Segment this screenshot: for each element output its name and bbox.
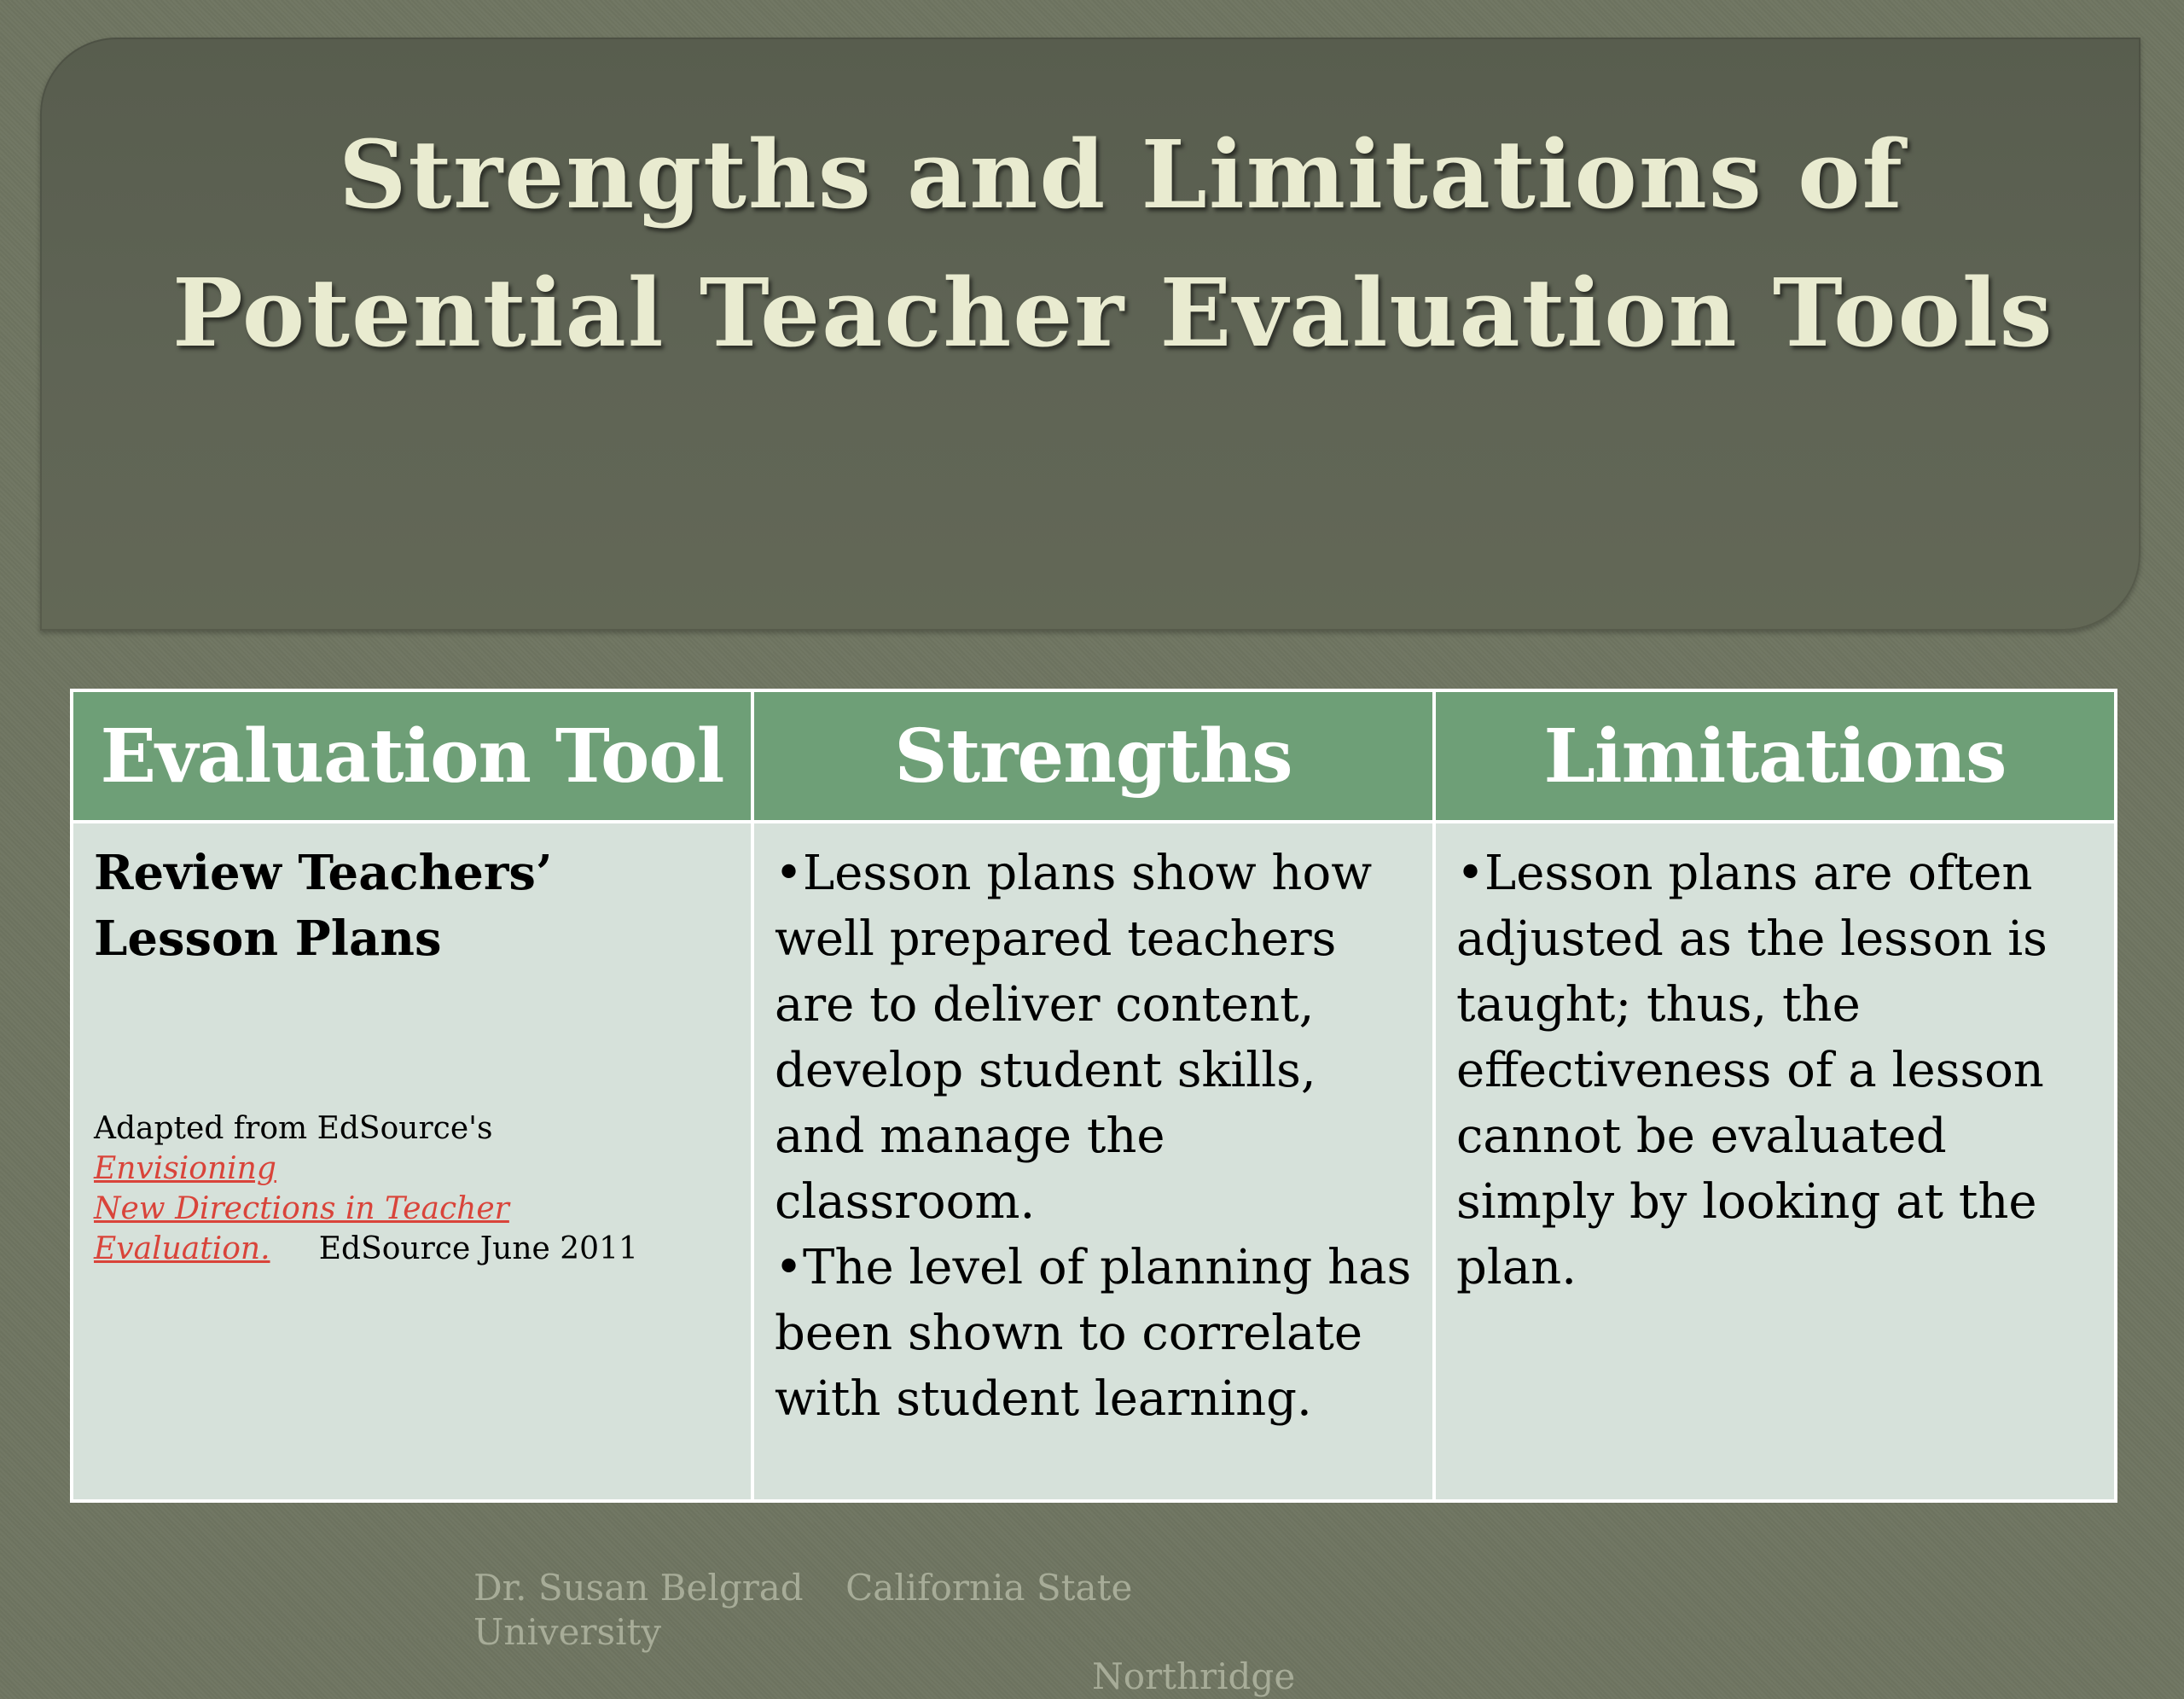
source-prefix: Adapted from EdSource's	[94, 1111, 493, 1146]
header-limitations: Limitations	[1434, 690, 2116, 822]
footer-institution-line-1: California State University	[473, 1567, 1133, 1653]
source-citation	[94, 1108, 730, 1269]
title-panel	[40, 38, 2140, 631]
limitation-item-1: •Lesson plans are often adjusted as the lesson is taught; thus, the effectiveness of a lesson cannot be evaluated simply by looking at the plan.	[1456, 846, 2048, 1295]
tool-name-line-2: Lesson Plans	[94, 911, 442, 967]
source-link-part-1[interactable]: Envisioning	[94, 1151, 276, 1186]
source-suffix: EdSource June 2011	[318, 1231, 638, 1266]
cell-strengths	[752, 822, 1434, 1501]
tool-name-line-1: Review Teachers’	[94, 845, 553, 901]
table-header-row	[72, 690, 2116, 822]
evaluation-table	[70, 689, 2117, 1503]
footer-institution-line-2: Northridge	[1092, 1655, 1296, 1697]
strength-item-2: •The level of planning has been shown to correlate with student learning.	[775, 1240, 1412, 1427]
header-strengths: Strengths	[752, 690, 1434, 822]
slide-title-line-1: Strengths and Limitations of	[339, 119, 1904, 230]
header-evaluation-tool: Evaluation Tool	[72, 690, 752, 822]
footer	[473, 1566, 1327, 1699]
footer-author: Dr. Susan Belgrad	[473, 1567, 804, 1609]
strength-item-1: •Lesson plans show how well prepared teachers are to deliver content, develop student skills, and manage the classroom.	[775, 846, 1373, 1230]
slide-title	[108, 106, 2096, 382]
tool-name	[94, 841, 730, 972]
source-link-part-3[interactable]: Evaluation.	[94, 1231, 270, 1266]
slide-title-line-2: Potential Teacher Evaluation Tools	[172, 258, 2054, 368]
cell-tool	[72, 822, 752, 1501]
source-link-part-2[interactable]: New Directions in Teacher	[94, 1191, 509, 1226]
cell-limitations	[1434, 822, 2116, 1501]
table-row	[72, 822, 2116, 1501]
